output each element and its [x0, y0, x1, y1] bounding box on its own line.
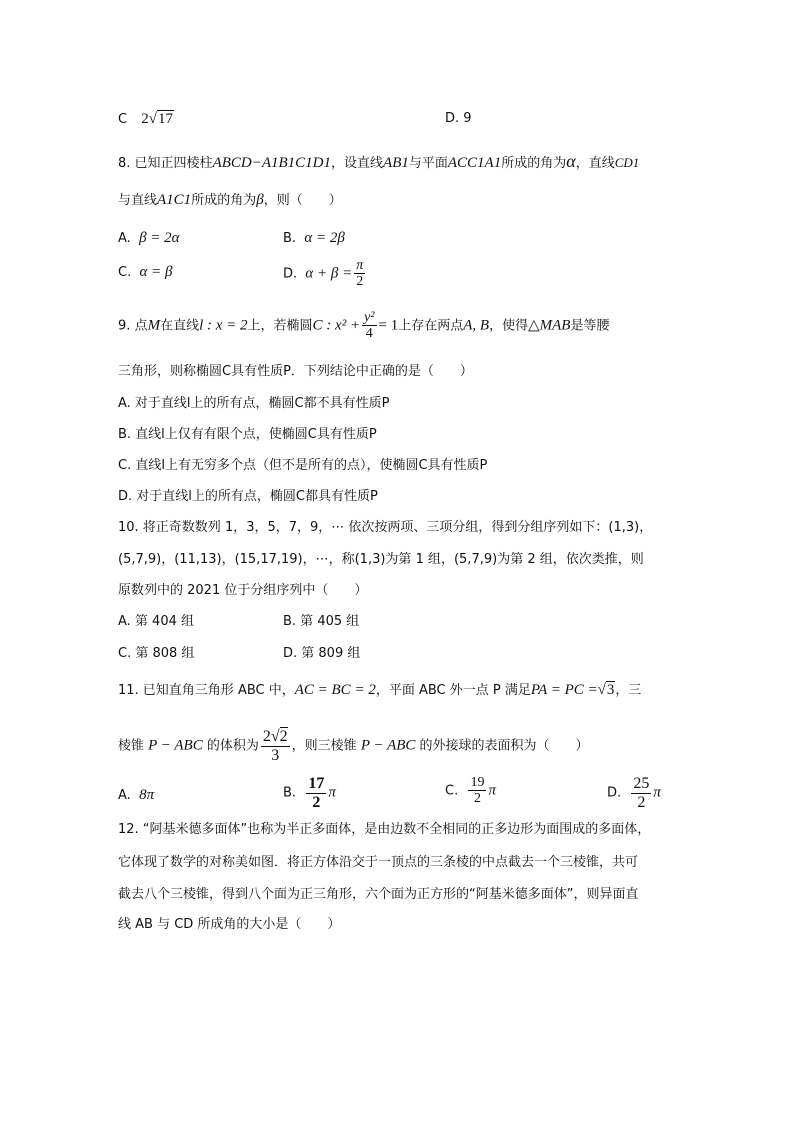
q7-option-c-value: 2√17 [141, 111, 173, 127]
q8-text: 与直线 [118, 193, 158, 208]
q9-triangle: △MAB [528, 317, 571, 334]
q8-text: 所成的角为 [191, 193, 257, 208]
q8-text: 所成的角为 [501, 156, 567, 171]
q9-text: 上存在两点 [398, 318, 464, 334]
q8-text: 与平面 [408, 156, 448, 171]
q11-eq2-left: PA = PC = [530, 682, 598, 698]
q9-option-a: A. 对于直线l上的所有点，椭圆C都不具有性质P [118, 396, 390, 411]
q10-option-c: C. 第 808 组 [118, 646, 195, 661]
q12-stem-line3: 截去八个三棱锥，得到八个面为正三角形，六个面为正方形的“阿基米德多面体”，则异面直 [118, 887, 639, 902]
q12-stem-line2: 它体现了数学的对称美如图．将正方体沿交于一顶点的三条棱的中点截去一个三棱锥，共可 [118, 855, 639, 870]
q8-text: ，则（ ） [263, 193, 342, 208]
q10-stem-line2: (5,7,9)，(11,13)，(15,17,19)，⋯，称(1,3)为第 1 组，(5,7,9)为第 2 组，依次类推，则 [118, 552, 644, 567]
q11-eq1: AC = BC = 2 [294, 682, 376, 698]
q12-stem-line4: 线 AB 与 CD 所成角的大小是（ ） [118, 917, 341, 932]
q8-option-b: B. α = 2β [283, 230, 345, 246]
q8-text: ，设直线 [331, 156, 384, 171]
q9-text: 点 [134, 318, 148, 334]
q11-option-d: D. $\frac{25}{2}$ π [607, 775, 661, 811]
q8-line-cd1: CD1 [614, 155, 640, 170]
q11-pyramid: P − ABC [148, 737, 203, 754]
q8-alpha: α [566, 151, 576, 171]
q8-option-d: D. α + β = $\frac{\pi}{2}$ [283, 258, 364, 290]
q11-text: 的外接球的表面积为（ ） [419, 738, 589, 754]
q8-beta: β [256, 192, 264, 208]
q11-stem-line1 [118, 683, 641, 698]
q11-option-a: A. 8π [118, 787, 155, 803]
q11-text: ，则三棱锥 [291, 738, 357, 754]
q8-line-a1c1: A1C1 [157, 192, 192, 208]
q11-text: ，三 [615, 683, 642, 698]
q12-stem-line1: 12. “阿基米德多面体”也称为半正多面体，是由边数不全相同的正多边形为面围成的多面体， [118, 822, 651, 837]
q11-option-b: B. $\frac{17}{2}$ π [283, 775, 336, 811]
q9-ellipse-right: = 1 [378, 317, 399, 334]
q11-eq2-sqrt: √3 [597, 682, 615, 698]
q7-option-d: D. 9 [445, 111, 472, 126]
q9-ellipse-frac: $\frac{\text{y²}}{4}$ [364, 310, 375, 342]
q8-plane: ACC1A1 [447, 155, 502, 171]
q10-option-b: B. 第 405 组 [283, 614, 360, 629]
q9-ellipse-left: C : x² + [312, 317, 361, 334]
q8-option-a: A. β = 2α [118, 230, 180, 246]
q10-stem-line1: 10. 将正奇数数列 1，3，5，7，9，⋯ 依次按两项、三项分组，得到分组序列如下：(1,3)， [118, 520, 653, 535]
q9-option-c: C. 直线l上有无穷多个点（但不是所有的点），使椭圆C具有性质P [118, 458, 488, 473]
q11-option-c: C. $\frac{19}{2}$ π [445, 775, 496, 807]
q10-option-a: A. 第 404 组 [118, 614, 195, 629]
q11-stem-line2 [118, 728, 589, 764]
q9-text: ，使得 [489, 318, 529, 334]
q9-option-b: B. 直线l上仅有有限个点，使椭圆C具有性质P [118, 427, 377, 442]
q7-option-c-label: C [118, 112, 128, 127]
q9-line-eq: l : x = 2 [199, 317, 248, 334]
q8-stem-line1 [118, 152, 639, 171]
q11-text: 11. 已知直角三角形 ABC 中， [118, 683, 295, 698]
q11-text: 的体积为 [206, 738, 259, 754]
q9-option-d: D. 对于直线l上的所有点，椭圆C都具有性质P [118, 489, 378, 504]
q9-number: 9. [118, 318, 131, 334]
q8-text: 已知正四棱柱 [134, 156, 213, 171]
q10-stem-line3: 原数列中的 2021 位于分组序列中（ ） [118, 583, 368, 598]
q7-option-c [118, 112, 174, 127]
q11-text: ，平面 ABC 外一点 P 满足 [375, 683, 531, 698]
q11-pyramid: P − ABC [360, 737, 416, 754]
q9-text: 是等腰 [570, 318, 610, 334]
q8-line-ab1: AB1 [383, 155, 409, 171]
q11-volume-frac: $\frac{2√2}{3}$ [262, 728, 288, 764]
q9-points: A, B [463, 317, 490, 334]
q10-option-d: D. 第 809 组 [283, 646, 361, 661]
q8-prism: ABCD−A1B1C1D1 [212, 155, 332, 171]
q8-option-c: C. α = β [118, 264, 173, 280]
q8-text: ，直线 [575, 156, 615, 171]
q9-text: 在直线 [160, 318, 200, 334]
q9-text: 上，若椭圆 [247, 318, 313, 334]
q9-point-m: M [147, 317, 161, 334]
q8-number: 8. [118, 156, 131, 171]
q9-stem-line2: 三角形，则称椭圆C具有性质P．下列结论中正确的是（ ） [118, 364, 473, 379]
q8-stem-line2 [118, 193, 342, 208]
q9-stem-line1 [118, 310, 609, 342]
q11-text: 棱锥 [118, 738, 145, 754]
